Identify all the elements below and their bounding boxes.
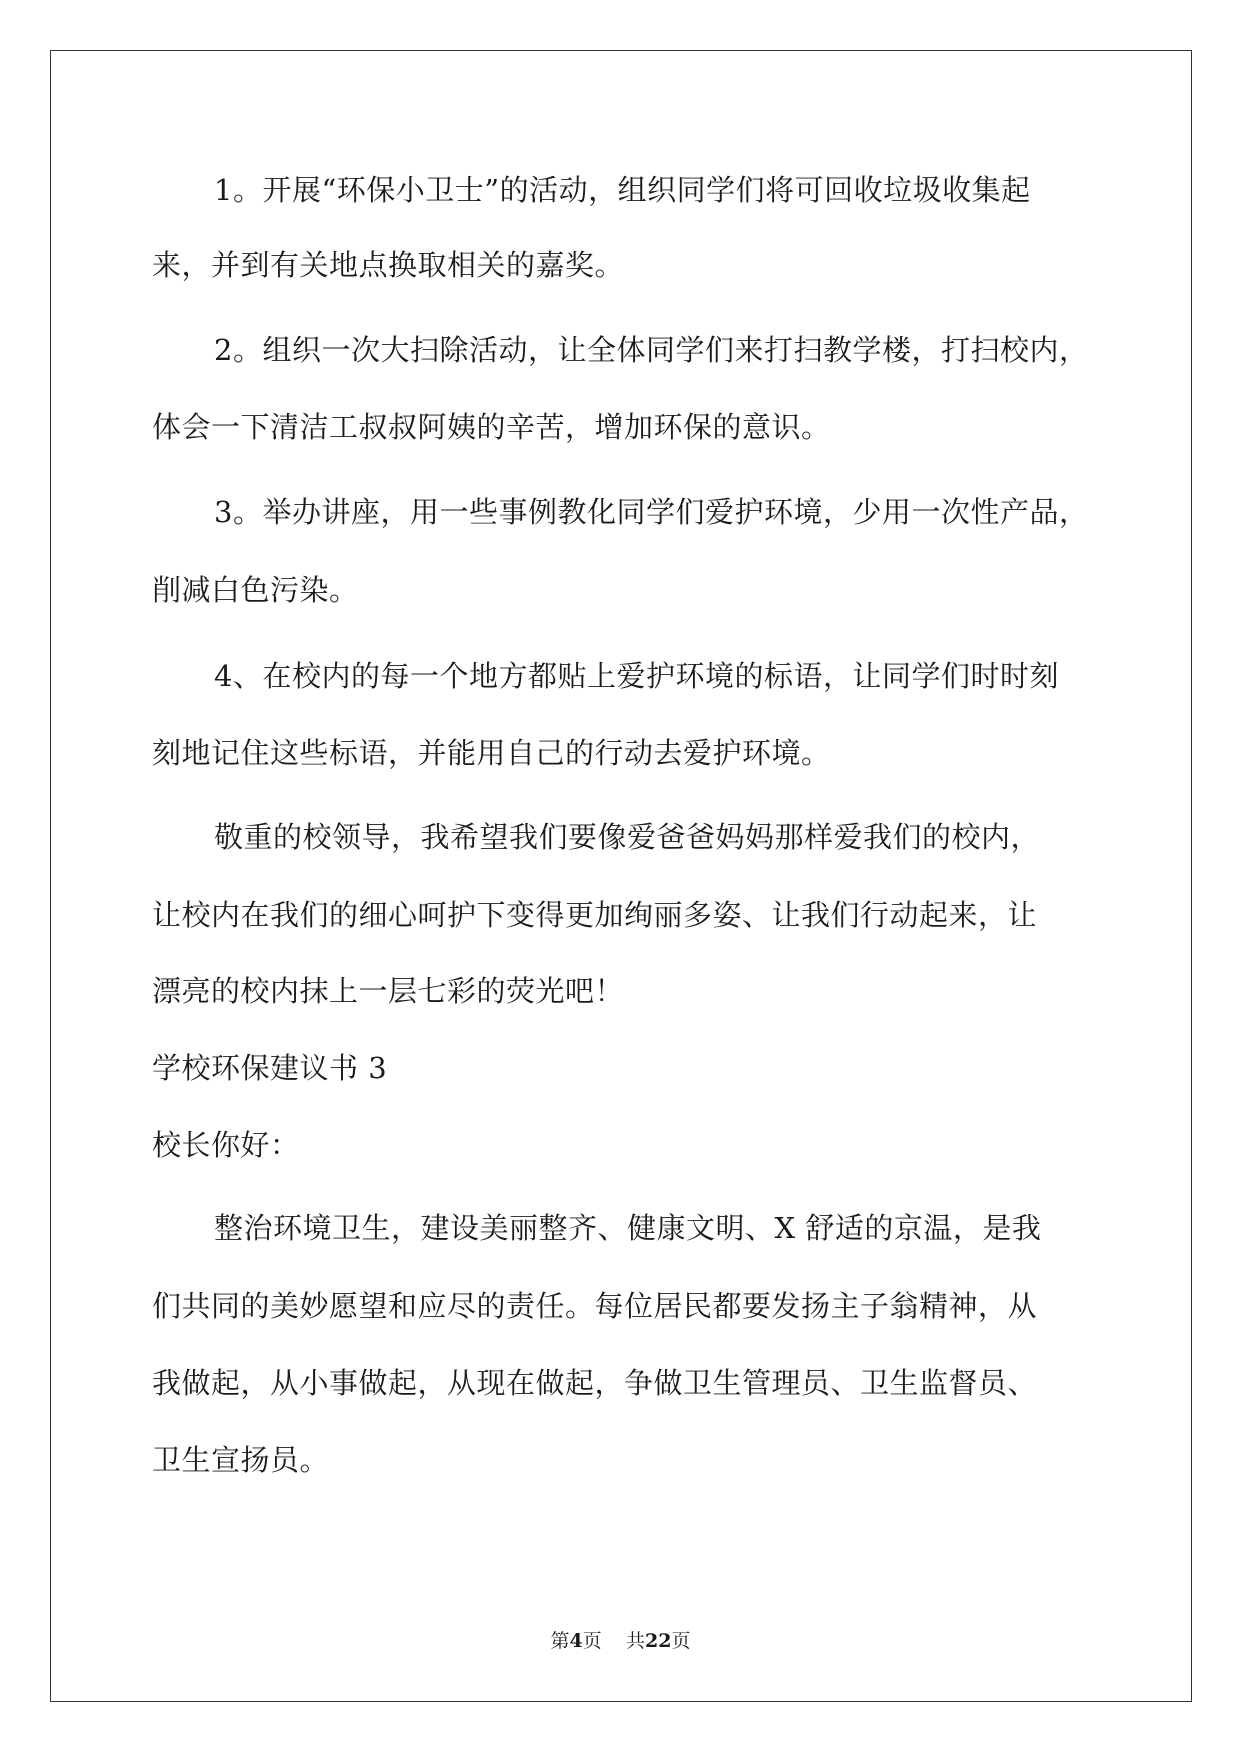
paragraph-5-line-3: 漂亮的校内抹上一层七彩的荧光吧！ xyxy=(152,974,625,1008)
footer-page-prefix: 第 xyxy=(550,1630,570,1652)
paragraph-4-line-2: 刻地记住这些标语，并能用自己的行动去爱护环境。 xyxy=(152,736,831,770)
footer-total-pages: 22 xyxy=(644,1630,672,1652)
paragraph-5-line-1: 敬重的校领导，我希望我们要像爱爸爸妈妈那样爱我们的校内， xyxy=(214,820,1041,854)
footer-page-suffix: 页 xyxy=(582,1630,602,1652)
footer-page-number: 4 xyxy=(569,1630,583,1652)
paragraph-1-line-2: 来，并到有关地点换取相关的嘉奖。 xyxy=(152,248,625,282)
paragraph-5-line-2: 让校内在我们的细心呵护下变得更加绚丽多姿、让我们行动起来，让 xyxy=(152,898,1038,932)
paragraph-1-line-1: 1。开展“环保小卫士”的活动，组织同学们将可回收垃圾收集起 xyxy=(214,173,1031,207)
paragraph-3-line-2: 削减白色污染。 xyxy=(152,573,359,607)
paragraph-6-line-2: 们共同的美妙愿望和应尽的责任。每位居民都要发扬主子翁精神，从 xyxy=(152,1289,1038,1323)
paragraph-6-line-3: 我做起，从小事做起，从现在做起，争做卫生管理员、卫生监督员、 xyxy=(152,1366,1038,1400)
paragraph-6-line-1: 整治环境卫生，建设美丽整齐、健康文明、X 舒适的京温，是我 xyxy=(214,1211,1042,1245)
paragraph-6-line-4: 卫生宣扬员。 xyxy=(152,1443,330,1477)
paragraph-3-line-1: 3。举办讲座，用一些事例教化同学们爱护环境，少用一次性产品， xyxy=(214,495,1089,529)
paragraph-2-line-1: 2。组织一次大扫除活动，让全体同学们来打扫教学楼，打扫校内， xyxy=(214,333,1089,367)
page-footer xyxy=(0,1628,1241,1654)
paragraph-4-line-1: 4、在校内的每一个地方都贴上爱护环境的标语，让同学们时时刻 xyxy=(214,659,1059,693)
greeting: 校长你好： xyxy=(152,1128,300,1162)
footer-total-prefix: 共 xyxy=(625,1630,645,1652)
footer-total-suffix: 页 xyxy=(671,1630,691,1652)
paragraph-2-line-2: 体会一下清洁工叔叔阿姨的辛苦，增加环保的意识。 xyxy=(152,410,831,444)
section-title: 学校环保建议书 3 xyxy=(152,1051,388,1085)
